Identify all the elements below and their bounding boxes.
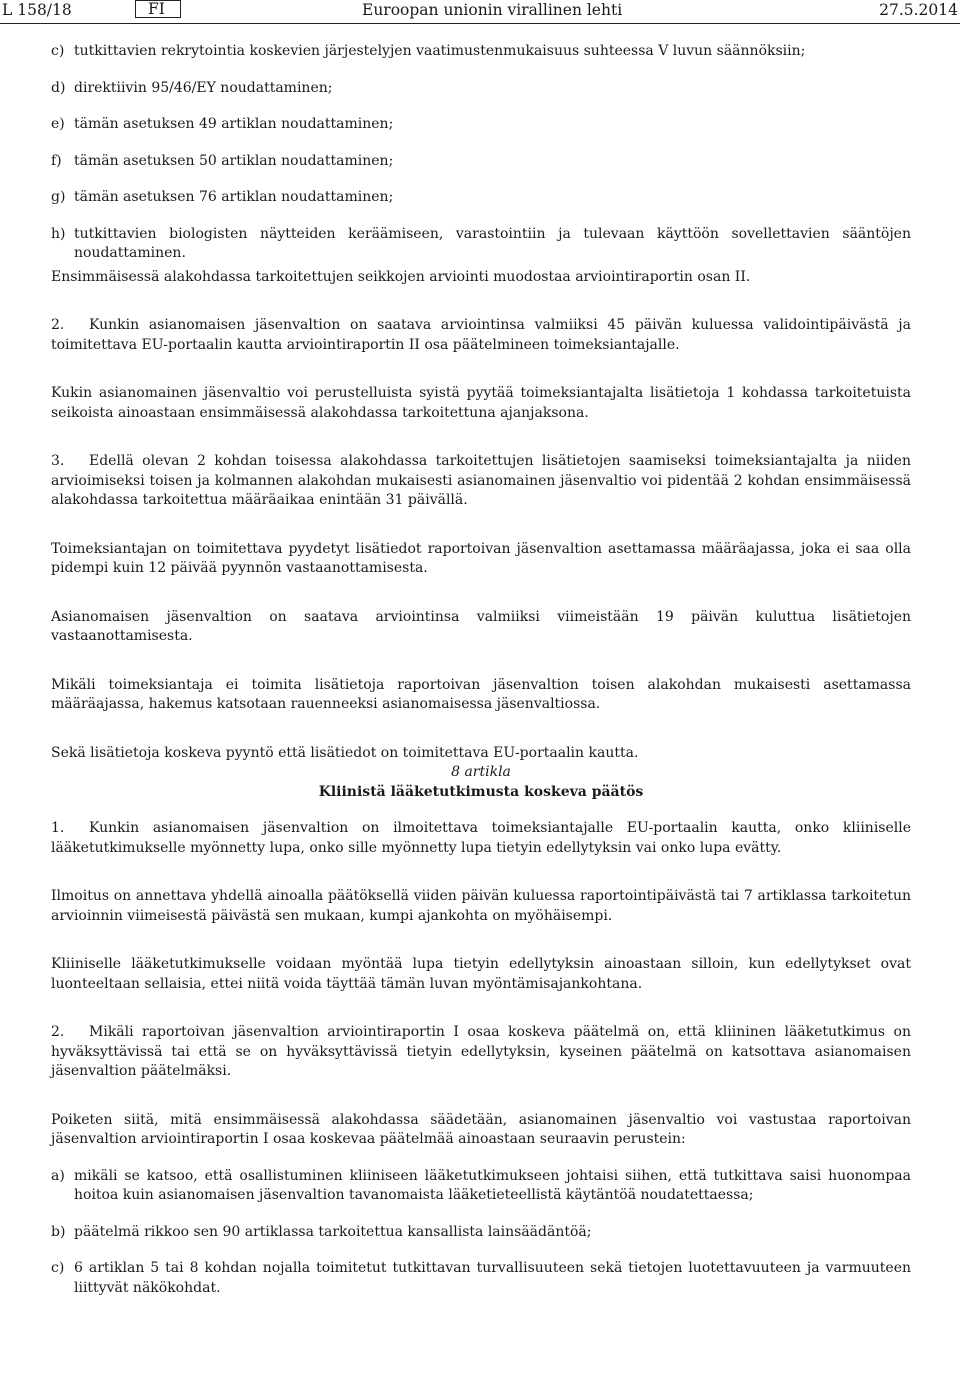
paragraph: Toimeksiantajan on toimitettava pyydetyt lisätiedot raportoivan jäsenvaltion asettamassa määräajassa, joka ei saa olla pidempi kuin 12 päivää pyynnön vastaanottamisesta.: [51, 540, 911, 576]
list-item-text: tutkittavien rekrytointia koskevien järjestelyjen vaatimustenmukaisuus suhteessa V luvun säännöksiin;: [74, 43, 806, 59]
paragraph-text: Kunkin asianomaisen jäsenvaltion on ilmoitettava toimeksiantajalle EU-portaalin kautta, onko kliiniselle lääketutkimukselle myönnetty lupa, onko sille myönnetty lupa tietyin edellytyksin vai onko lupa evätty.: [51, 820, 911, 856]
paragraph: Asianomaisen jäsenvaltion on saatava arviointinsa valmiiksi viimeistään 19 päivän kuluttua lisätietojen vastaanottamisesta.: [51, 608, 911, 644]
list-item-text: tämän asetuksen 49 artiklan noudattaminen;: [74, 116, 394, 132]
criteria-list: [51, 42, 911, 264]
paragraph: Mikäli toimeksiantaja ei toimita lisätietoja raportoivan jäsenvaltion toisen alakohdan mukaisesti asettamassa määräajassa, hakemus katsotaan rauenneeksi asianomaisessa jäsenvaltiossa.: [51, 676, 911, 712]
paragraph-number: 2.: [51, 317, 65, 333]
paragraph: Kukin asianomainen jäsenvaltio voi perustelluista syistä pyytää toimeksiantajalta lisätietoja 1 kohdassa tarkoitetuista seikoista ainoastaan ensimmäisessä alakohdassa tarkoitettuna ajanjaksona.: [51, 385, 911, 421]
paragraph-number: 3.: [51, 453, 65, 469]
list-item: [51, 1223, 911, 1243]
language-code-box: FI: [135, 0, 181, 18]
page-number: L 158/18: [2, 1, 72, 19]
list-item: [51, 115, 911, 135]
list-item-text: direktiivin 95/46/EY noudattaminen;: [74, 79, 333, 96]
list-item: [51, 42, 911, 62]
list-item: [51, 1167, 911, 1206]
paragraph-number: 1.: [51, 820, 65, 836]
list-item-label: c): [51, 43, 65, 59]
journal-title: Euroopan unionin virallinen lehti: [362, 1, 623, 19]
list-item-text: 6 artiklan 5 tai 8 kohdan nojalla toimitetut tutkittavan turvallisuuteen sekä tietojen luotettavuuteen ja varmuuteen liittyvät näkökohdat.: [74, 1260, 911, 1296]
paragraph-text: Edellä olevan 2 kohdan toisessa alakohdassa tarkoitettujen lisätietojen saamiseksi toimeksiantajalta ja niiden arvioimiseksi toisen ja kolmannen alakohdan mukaisesti asianomainen jäsenvaltio voi pidentää 2 kohdan ensimmäisessä alakohdassa tarkoitettua määräaikaa enintään 31 päivällä.: [51, 453, 911, 508]
page-header: [0, 0, 960, 24]
document-body: [51, 42, 911, 1315]
paragraph: Ilmoitus on annettava yhdellä ainoalla päätöksellä viiden päivän kuluessa raportointipäivästä tai 7 artiklassa tarkoitetun arvioinnin viimeisestä päivästä sen mukaan, kumpi ajankohta on myöhäisempi.: [51, 888, 911, 924]
list-item-label: h): [51, 225, 66, 242]
list-item-text: mikäli se katsoo, että osallistuminen kliiniseen lääketutkimukseen johtaisi siihen, että tutkittava saisi huonompaa hoitoa kuin asianomaisen jäsenvaltion tavanomaista lääketieteellistä käytäntöä noudatettaessa;: [74, 1167, 911, 1203]
list-item-label: a): [51, 1167, 65, 1184]
list-item: [51, 79, 911, 99]
numbered-paragraph: [51, 1023, 911, 1082]
list-item-text: päätelmä rikkoo sen 90 artiklassa tarkoitettua kansallista lainsäädäntöä;: [74, 1223, 592, 1240]
list-item-label: c): [51, 1260, 65, 1276]
list-item: [51, 152, 911, 172]
numbered-paragraph: [51, 819, 911, 858]
numbered-paragraph: [51, 316, 911, 355]
list-item-label: e): [51, 116, 65, 132]
paragraph: Poiketen siitä, mitä ensimmäisessä alakohdassa säädetään, asianomainen jäsenvaltio voi vastustaa raportoivan jäsenvaltion arviointiraportin I osaa koskevaa päätelmää ainoastaan seuraavin perustein:: [51, 1111, 911, 1147]
paragraph: Sekä lisätietoja koskeva pyyntö että lisätiedot on toimitettava EU-portaalin kautta.: [51, 744, 639, 761]
article-number: 8 artikla: [451, 764, 511, 780]
paragraph: Ensimmäisessä alakohdassa tarkoitettujen seikkojen arviointi muodostaa arviointiraportin osan II.: [51, 268, 751, 285]
list-item-label: g): [51, 189, 66, 205]
paragraph-text: Kunkin asianomaisen jäsenvaltion on saatava arviointinsa valmiiksi 45 päivän kuluessa validointipäivästä ja toimitettava EU-portaalin kautta arviointiraportin II osa päätelmineen toimeksiantajalle.: [51, 317, 911, 353]
list-item-text: tämän asetuksen 76 artiklan noudattaminen;: [74, 189, 394, 205]
list-item-label: d): [51, 79, 66, 96]
list-item: [51, 1259, 911, 1298]
paragraph-number: 2.: [51, 1024, 65, 1040]
list-item-label: b): [51, 1223, 66, 1240]
paragraph-text: Mikäli raportoivan jäsenvaltion arviointiraportin I osaa koskeva päätelmä on, että kliininen lääketutkimus on hyväksyttävissä tai että se on hyväksyttävissä tietyin edellytyksin, kyseinen päätelmä on katsottava asianomaisen jäsenvaltion päätelmäksi.: [51, 1024, 911, 1079]
list-item: [51, 188, 911, 208]
article-title: Kliinistä lääketutkimusta koskeva päätös: [318, 783, 644, 800]
list-item-label: f): [51, 152, 62, 169]
paragraph: Kliiniselle lääketutkimukselle voidaan myöntää lupa tietyin edellytyksin ainoastaan silloin, kun edellytykset ovat luonteeltaan sellaisia, ettei niitä voida täyttää tämän luvan myöntämisajankohtana.: [51, 956, 911, 992]
header-rule: [0, 23, 960, 24]
list-item-text: tutkittavien biologisten näytteiden keräämiseen, varastointiin ja tulevaan käyttöön sovellettavien sääntöjen noudattaminen.: [74, 225, 911, 261]
list-item-text: tämän asetuksen 50 artiklan noudattaminen;: [74, 152, 394, 169]
publication-date: 27.5.2014: [879, 1, 958, 19]
list-item: [51, 225, 911, 264]
grounds-list: [51, 1167, 911, 1299]
numbered-paragraph: [51, 452, 911, 511]
